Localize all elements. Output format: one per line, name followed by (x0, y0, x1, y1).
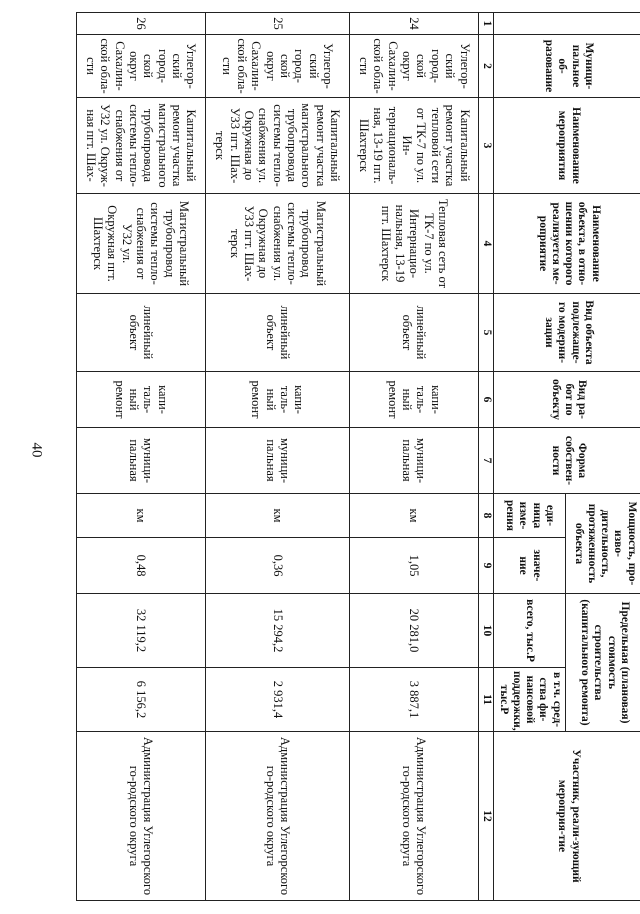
header-cost: Предельная (плановая) стоимость строительства (капитального ремонта) (566, 594, 640, 732)
cell-unit: км (350, 494, 479, 538)
cell-municipality: Углегор-ский город-ской округ Сахалин-ской обла-сти (77, 35, 206, 98)
measures-table (76, 12, 640, 901)
colnum: 7 (479, 428, 494, 494)
header-col1 (494, 13, 640, 35)
colnum: 10 (479, 594, 494, 668)
colnum: 12 (479, 732, 494, 901)
cell-total: 20 281,0 (350, 594, 479, 668)
cell-value: 0,36 (205, 538, 349, 594)
cell-object: Тепловая сеть от ТК-7 по ул. Интернацио-нальная, 13-19 пгт. Шахтерск (350, 194, 479, 294)
header-municipality: Муници-пальное об-разование (494, 35, 640, 98)
header-capacity: Мощность, про-изво-дительность, протяженность объекта (566, 494, 640, 594)
cell-value: 0,48 (77, 538, 206, 594)
header-work-type: Вид ра-бот по объекту (494, 372, 640, 428)
cell-measure: Капитальный ремонт участка магистрального трубопровода системы тепло-снабжения ул. Окружная до УЗ3 пгт. Шах-терск (205, 98, 349, 194)
cell-total: 32 119,2 (77, 594, 206, 668)
row-number: 26 (77, 13, 206, 35)
colnum: 3 (479, 98, 494, 194)
cell-support: 3 887,1 (350, 668, 479, 732)
cell-unit: км (205, 494, 349, 538)
cell-measure: Капитальный ремонт участка магистрального трубопровода системы тепло-снабжения от У32 ул. Окруж-ная пгт. Шах- (77, 98, 206, 194)
header-unit: еди-ница изме-рения (494, 494, 566, 538)
cell-participant: Администрация Углегорского го-родского округа (350, 732, 479, 901)
cell-ownership: муници-пальная (77, 428, 206, 494)
cell-total: 15 294,2 (205, 594, 349, 668)
table-row (205, 13, 349, 901)
cell-ownership: муници-пальная (205, 428, 349, 494)
header-ownership: Форма собствен-ности (494, 428, 640, 494)
colnum: 8 (479, 494, 494, 538)
cell-ownership: муници-пальная (350, 428, 479, 494)
cell-municipality: Углегор-ский город-ской округ Сахалин-ской обла-сти (205, 35, 349, 98)
row-number: 24 (350, 13, 479, 35)
colnum: 5 (479, 294, 494, 372)
cell-object: Магистральный трубопровод системы тепло-снабжения от У32 ул. Окружная пгт. Шахтерск (77, 194, 206, 294)
colnum: 4 (479, 194, 494, 294)
cell-unit: км (77, 494, 206, 538)
cell-municipality: Углегор-ский город-ской округ Сахалин-ской обла-сти (350, 35, 479, 98)
colnum: 11 (479, 668, 494, 732)
header-measure: Наименование мероприятия (494, 98, 640, 194)
header-object: Наименование объекта, в отно-шении которого реализуется ме-роприятие (494, 194, 640, 294)
cell-support: 6 156,2 (77, 668, 206, 732)
column-numbers-row (479, 13, 494, 901)
cell-object-type: линейный объект (205, 294, 349, 372)
colnum: 1 (479, 13, 494, 35)
colnum: 9 (479, 538, 494, 594)
colnum: 6 (479, 372, 494, 428)
cell-participant: Администрация Углегорского го-родского округа (77, 732, 206, 901)
cell-support: 2 931,4 (205, 668, 349, 732)
row-number: 25 (205, 13, 349, 35)
cell-work-type: капи-таль-ный ремонт (205, 372, 349, 428)
cell-measure: Капитальный ремонт участка тепловой сети от ТК-7 по ул. Ин-тернациональ-ная, 13-19 пгт. Шахтерск (350, 98, 479, 194)
rotated-table-wrapper (76, 12, 640, 900)
cell-value: 1,05 (350, 538, 479, 594)
cell-participant: Администрация Углегорского го-родского округа (205, 732, 349, 901)
table-row (350, 13, 479, 901)
header-participant: Участник, реали-зующий мероприя-тие (494, 732, 640, 901)
page-number: 40 (28, 442, 45, 458)
header-support: в т.ч. сред-ства фи-нансовой поддержки, тыс.Р (494, 668, 566, 732)
colnum: 2 (479, 35, 494, 98)
cell-work-type: капи-таль-ный ремонт (77, 372, 206, 428)
header-total: всего, тыс.Р (494, 594, 566, 668)
header-value: значе-ние (494, 538, 566, 594)
cell-object-type: линейный объект (350, 294, 479, 372)
header-object-type: Вид объекта подлежаще-го модерни-зации (494, 294, 640, 372)
cell-work-type: капи-таль-ный ремонт (350, 372, 479, 428)
cell-object-type: линейный объект (77, 294, 206, 372)
cell-object: Магистральный трубопровод системы тепло-снабжения ул. Окружная до УЗ3 пгт. Шах-терск (205, 194, 349, 294)
table-row (77, 13, 206, 901)
